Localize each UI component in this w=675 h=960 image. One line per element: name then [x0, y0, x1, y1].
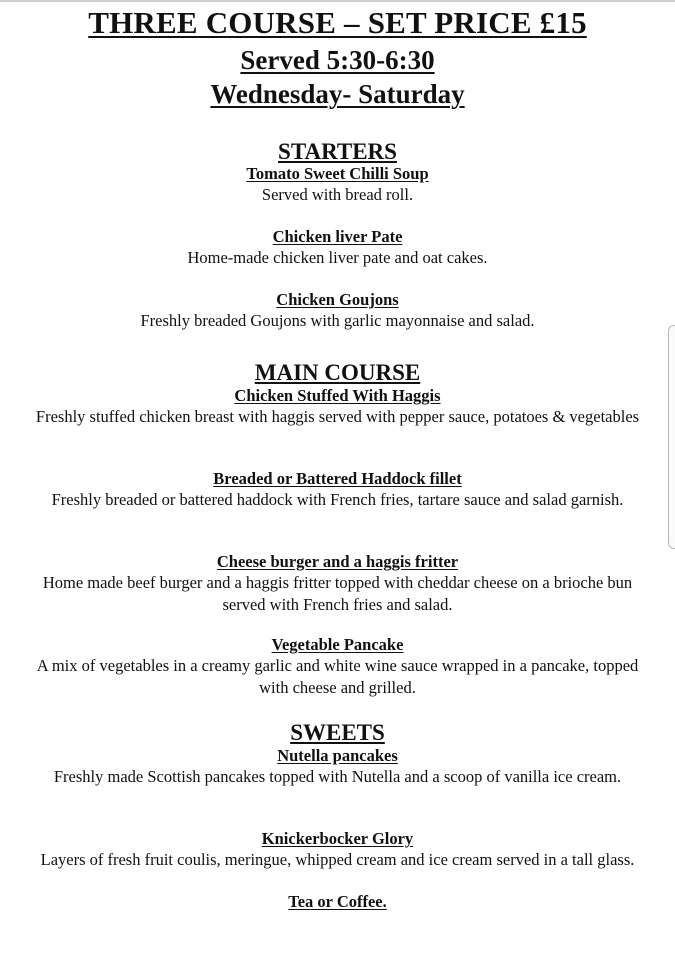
dish-name: Nutella pancakes [277, 746, 398, 765]
tea-or-coffee: Tea or Coffee. [288, 892, 387, 911]
dish-description: A mix of vegetables in a creamy garlic and white wine sauce wrapped in a pancake, topped with cheese and grilled. [36, 656, 639, 697]
scrollbar-handle[interactable] [668, 325, 675, 549]
dish-name: Chicken Goujons [276, 290, 399, 309]
starter-item [0, 163, 675, 206]
sweets-heading: SWEETS [290, 720, 385, 745]
starter-item [0, 289, 675, 332]
served-days: Wednesday- Saturday [210, 79, 465, 109]
dish-name: Chicken Stuffed With Haggis [234, 386, 441, 405]
dish-description: Home-made chicken liver pate and oat cakes. [187, 248, 488, 267]
main-course-item [0, 385, 675, 428]
dish-name: Vegetable Pancake [271, 635, 404, 654]
main-course-heading: MAIN COURSE [254, 360, 421, 385]
top-divider [0, 0, 675, 2]
sweets-item [0, 828, 675, 871]
dish-description: Freshly breaded or battered haddock with French fries, tartare sauce and salad garnish. [51, 490, 624, 509]
extras-item [0, 891, 675, 912]
dish-description: Layers of fresh fruit coulis, meringue, whipped cream and ice cream served in a tall glass. [40, 850, 635, 869]
main-course-item [0, 551, 675, 615]
dish-name: Knickerbocker Glory [261, 829, 414, 848]
starters-heading: STARTERS [278, 139, 397, 164]
main-course-item [0, 468, 675, 511]
sweets-item [0, 745, 675, 788]
dish-description: Home made beef burger and a haggis fritter topped with cheddar cheese on a brioche bun served with French fries and salad. [42, 573, 633, 614]
starter-item [0, 226, 675, 269]
main-course-item [0, 634, 675, 698]
served-time: Served 5:30-6:30 [240, 45, 435, 75]
dish-description: Served with bread roll. [261, 185, 414, 204]
dish-name: Cheese burger and a haggis fritter [216, 552, 459, 571]
dish-name: Breaded or Battered Haddock fillet [213, 469, 462, 488]
dish-description: Freshly made Scottish pancakes topped with Nutella and a scoop of vanilla ice cream. [53, 767, 622, 786]
dish-description: Freshly breaded Goujons with garlic mayonnaise and salad. [140, 311, 535, 330]
menu-title: THREE COURSE – SET PRICE £15 [88, 5, 587, 40]
dish-description: Freshly stuffed chicken breast with haggis served with pepper sauce, potatoes & vegetables [35, 407, 640, 426]
dish-name: Tomato Sweet Chilli Soup [246, 164, 429, 183]
dish-name: Chicken liver Pate [272, 227, 403, 246]
